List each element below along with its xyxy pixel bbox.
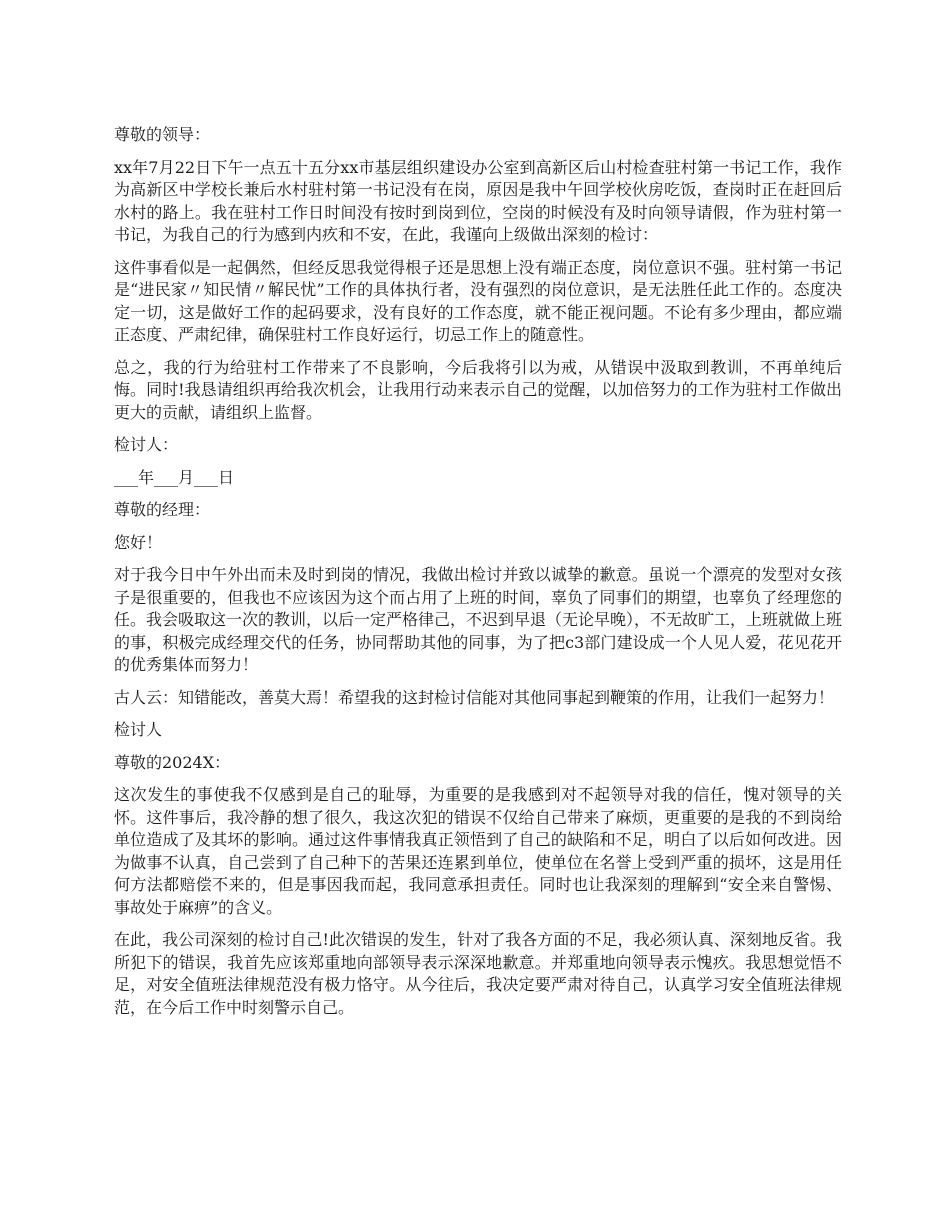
signature-label-2: 检讨人 [114,720,163,739]
document-body [114,124,842,1029]
paragraph-shame: 这次发生的事使我不仅感到是自己的耻辱，为重要的是我感到对不起领导对我的信任，愧对领导的关怀。这件事后，我冷静的想了很久，我这次犯的错误不仅给自己带来了麻烦，更重要的是我的不到岗给单位造成了及其坏的影响。通过这件事情我真正领悟到了自己的缺陷和不足，明白了以后如何改进。因为做事不认真，自己尝到了自己种下的苦果还连累到单位，使单位在名誉上受到严重的损坏，这是用任何方法都赔偿不来的，但是事因我而起，我同意承担责任。同时也让我深刻的理解到“安全来自警惕、事故处于麻痹”的含义。 [114,785,842,917]
paragraph-reflection: 这件事看似是一起偶然，但经反思我觉得根子还是思想上没有端正态度，岗位意识不强。驻村第一书记是“进民家〃知民情〃解民忧”工作的具体执行者，没有强烈的岗位意识，是无法胜任此工作的。态度决定一切，这是做好工作的起码要求，没有良好的工作态度，就不能正视问题。不论有多少理由，都应端正态度、严肃纪律，确保驻村工作良好运行，切忌工作上的随意性。 [114,257,842,344]
paragraph-conclusion: 总之，我的行为给驻村工作带来了不良影响，今后我将引以为戒，从错误中汲取到教训，不再单纯后悔。同时!我恳请组织再给我次机会，让我用行动来表示自己的觉醒，以加倍努力的工作为驻村工作做出更大的贡献，请组织上监督。 [114,357,842,422]
paragraph-apology: 对于我今日中午外出而未及时到岗的情况，我做出检讨并致以诚挚的歉意。虽说一个漂亮的发型对女孩子是很重要的，但我也不应该因为这个而占用了上班的时间，辜负了同事们的期望，也辜负了经理您的任。我会吸取这一次的教训，以后一定严格律己，不迟到早退（无论早晚），不无故旷工，上班就做上班的事，积极完成经理交代的任务，协同帮助其他的同事，为了把c3部门建设成一个人见人爱，花见花开的优秀集体而努力！ [114,565,843,674]
paragraph-incident: xx年7月22日下午一点五十五分xx市基层组织建设办公室到高新区后山村检查驻村第一书记工作，我作为高新区中学校长兼后水村驻村第一书记没有在岗，原因是我中午回学校伙房吃饭，查岗时正在赶回后水村的路上。我在驻村工作日时间没有按时到岗到位，空岗的时候没有及时向领导请假，作为驻村第一书记，为我自己的行为感到内疚和不安，在此，我谨向上级做出深刻的检讨： [114,157,842,244]
greeting: 您好！ [114,532,163,552]
salutation-leader: 尊敬的领导： [114,125,211,144]
date-line: ___年___月___日 [114,467,235,487]
paragraph-quote: 古人云：知错能改，善莫大焉！希望我的这封检讨信能对其他同事起到鞭策的作用，让我们一起努力！ [114,687,835,707]
signature-label: 检讨人： [114,435,179,454]
salutation-manager: 尊敬的经理： [114,500,211,519]
paragraph-self-review: 在此，我公司深刻的检讨自己!此次错误的发生，针对了我各方面的不足，我必须认真、深刻地反省。我所犯下的错误，我首先应该郑重地向部领导表示深深地歉意。并郑重地向领导表示愧疚。我思想觉悟不足，对安全值班法律规范没有极力恪守。从今往后，我决定要严肃对待自己，认真学习安全值班法律规范，在今后工作中时刻警示自己。 [114,930,842,1017]
salutation-third: 尊敬的2024X： [114,752,231,772]
